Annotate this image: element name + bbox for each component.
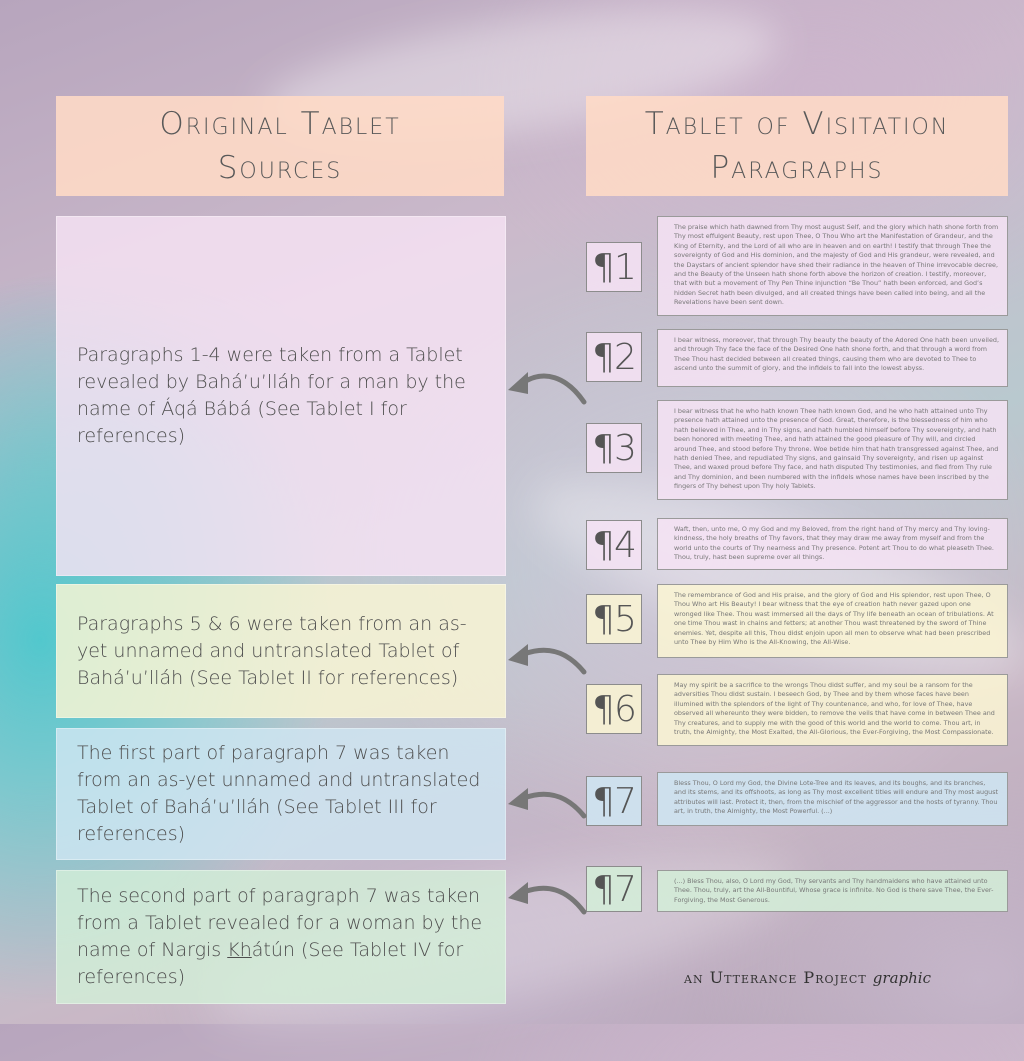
credit-suffix: graphic	[872, 969, 931, 987]
header-left-line2: Sources	[217, 150, 343, 186]
paragraph-mark-1: ¶1	[586, 242, 642, 292]
header-right-line2: Paragraphs	[710, 150, 884, 186]
source-box-tablet-3	[56, 728, 506, 860]
header-right-line1: Tablet of Visitation	[644, 106, 950, 142]
paragraph-text-7b: (...) Bless Thou, also, O Lord my God, Thy servants and Thy handmaidens who have attained unto Thee. Thou, truly, art the All-Bountiful, Whose grace is infinite. No God is there save Thee, the Ever-Forgiving, the Most Generous.	[657, 870, 1008, 912]
paragraph-text-1: The praise which hath dawned from Thy most august Self, and the glory which hath shone forth from Thy most effulgent Beauty, rest upon Thee, O Thou Who art the Manifestation of Grandeur, and the King of Eternity, and the Lord of all who are in heaven and on earth! I testify that through Thee the sovereignty of God and His dominion, and the majesty of God and His grandeur, were revealed, and the Daystars of ancient splendor have shed their radiance in the heaven of Thine irrevocable decree, and the Beauty of the Unseen hath shone forth above the horizon of creation. I testify, moreover, that with but a movement of Thy Pen Thine injunction “Be Thou” hath been enforced, and God’s hidden Secret hath been divulged, and all created things have been called into being, and all the Revelations have been sent down.	[657, 216, 1008, 316]
paragraph-text-4: Waft, then, unto me, O my God and my Beloved, from the right hand of Thy mercy and Thy loving-kindness, the holy breaths of Thy favors, that they may draw me away from myself and from the world unto the courts of Thy nearness and Thy presence. Potent art Thou to do what pleaseth Thee. Thou, truly, hast been supreme over all things.	[657, 518, 1008, 570]
paragraph-text-6: May my spirit be a sacrifice to the wrongs Thou didst suffer, and my soul be a ransom for the adversities Thou didst sustain. I beseech God, by Thee and by them whose faces have been illumined with the splendors of the light of Thy countenance, and who, for love of Thee, have observed all whereunto they were bidden, to remove the veils that have come in between Thee and Thy creatures, and to supply me with the good of this world and the world to come. Thou art, in truth, the Almighty, the Most Exalted, the All-Glorious, the Ever-Forgiving, the Most Compassionate.	[657, 674, 1008, 746]
paragraph-mark-7b: ¶7	[586, 866, 642, 912]
credit-footer	[684, 968, 931, 987]
paragraph-text-2: I bear witness, moreover, that through Thy beauty the beauty of the Adored One hath been unveiled, and through Thy face the face of the Desired One hath shone forth, and that through a word from Thee Thou hast decided between all created things, causing them who are devoted to Thee to ascend unto the summit of glory, and the infidels to fall into the lowest abyss.	[657, 329, 1008, 387]
curved-arrow-icon	[504, 872, 590, 916]
original-sources-header	[56, 96, 504, 196]
source-text-tablet-4-underlined: Kh	[227, 939, 252, 961]
paragraph-mark-5: ¶5	[586, 594, 642, 644]
source-text-tablet-4-a: The second part of paragraph 7 was taken from a Tablet revealed for a woman by the name of Nargis	[77, 885, 483, 961]
paragraph-mark-2: ¶2	[586, 332, 642, 382]
paragraph-mark-6: ¶6	[586, 684, 642, 734]
source-text-tablet-4-b: átún (See Tablet IV for references)	[77, 939, 464, 988]
paragraph-text-5: The remembrance of God and His praise, and the glory of God and His splendor, rest upon Thee, O Thou Who art His Beauty! I bear witness that the eye of creation hath never gazed upon one wronged like Thee. Thou wast immersed all the days of Thy life beneath an ocean of tribulations. At one time Thou wast in chains and fetters; at another Thou wast threatened by the sword of Thine enemies. Yet, despite all this, Thou didst enjoin upon all men to observe what had been prescribed unto Thee by Him Who is the All-Knowing, the All-Wise.	[657, 584, 1008, 658]
curved-arrow-icon	[504, 360, 590, 408]
header-left-line1: Original Tablet	[159, 106, 401, 142]
source-text-tablet-1: Paragraphs 1-4 were taken from a Tablet revealed by Bahá’u’lláh for a man by the name of Áqá Bábá (See Tablet I for references)	[77, 344, 466, 447]
paragraph-text-7a: Bless Thou, O Lord my God, the Divine Lote-Tree and its leaves, and its boughs, and its branches, and its stems, and its offshoots, as long as Thy most excellent titles will endure and Thy most august attributes will last. Protect it, then, from the mischief of the aggressor and the hosts of tyranny. Thou art, in truth, the Almighty, the Most Powerful. (...)	[657, 772, 1008, 826]
curved-arrow-icon	[504, 780, 590, 820]
paragraph-mark-4: ¶4	[586, 520, 642, 570]
source-box-tablet-2	[56, 584, 506, 718]
paragraph-mark-3: ¶3	[586, 423, 642, 473]
visitation-paragraphs-header	[586, 96, 1008, 196]
source-text-tablet-4	[77, 883, 493, 991]
source-text-tablet-2: Paragraphs 5 & 6 were taken from an as-yet unnamed and untranslated Tablet of Bahá’u’lláh (See Tablet II for references)	[77, 612, 467, 689]
curved-arrow-icon	[504, 636, 590, 676]
source-box-tablet-4	[56, 870, 506, 1004]
source-box-tablet-1	[56, 216, 506, 576]
paragraph-mark-7a: ¶7	[586, 776, 642, 826]
source-text-tablet-3: The first part of paragraph 7 was taken from an as-yet unnamed and untranslated Tablet of Bahá’u’lláh (See Tablet III for references)	[77, 742, 481, 845]
credit-prefix: an Utterance Project	[684, 968, 867, 987]
paragraph-text-3: I bear witness that he who hath known Thee hath known God, and he who hath attained unto Thy presence hath attained unto the presence of God. Great, therefore, is the blessedness of him who hath believed in Thee, and in Thy signs, and hath humbled himself before Thy sovereignty, and hath been honored with meeting Thee, and hath attained the good pleasure of Thy will, and circled around Thee, and stood before Thy throne. Woe betide him that hath transgressed against Thee, and hath denied Thee, and repudiated Thy signs, and gainsaid Thy sovereignty, and risen up against Thee, and waxed proud before Thy face, and hath disputed Thy testimonies, and fled from Thy rule and Thy dominion, and been numbered with the infidels whose names have been inscribed by the fingers of Thy behest upon Thy holy Tablets.	[657, 400, 1008, 500]
